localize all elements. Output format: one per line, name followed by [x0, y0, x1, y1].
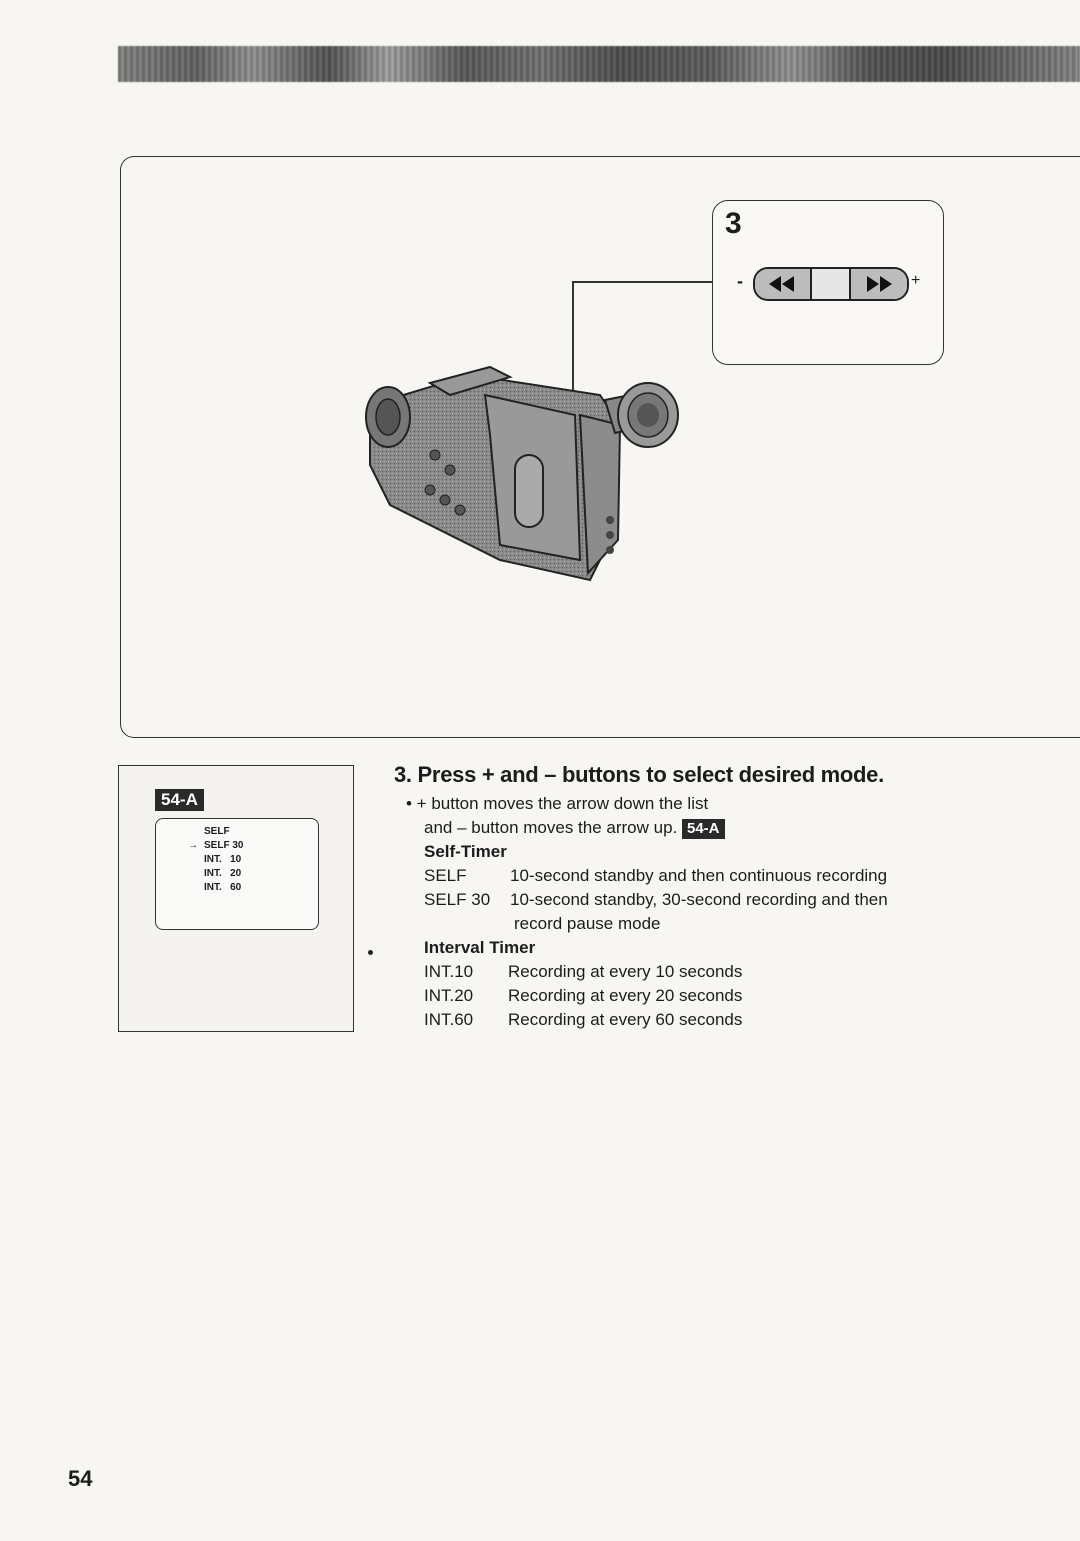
interval-timer-item: INT.60 Recording at every 60 seconds — [424, 1010, 743, 1029]
minus-rewind-button[interactable] — [755, 269, 812, 299]
fast-forward-icon — [864, 276, 894, 292]
viewfinder-screen — [155, 818, 319, 930]
header-band — [118, 46, 1080, 82]
rewind-icon — [767, 276, 797, 292]
bullet-line: • + button moves the arrow down the list — [406, 794, 709, 813]
figure-badge: 54-A — [155, 789, 204, 811]
self-timer-item: SELF 10-second standby and then continuous recording — [424, 866, 888, 885]
interval-timer-title: Interval Timer — [424, 938, 536, 957]
menu-item-self: SELF — [204, 826, 230, 837]
plus-label: + — [911, 272, 921, 289]
callout-box — [712, 200, 944, 365]
callout-leader-line — [572, 281, 712, 283]
self-timer-title: Self-Timer — [424, 842, 507, 861]
camcorder-illustration — [350, 355, 690, 590]
rew-ff-button-group — [753, 267, 909, 301]
page-number: 54 — [68, 1466, 93, 1491]
menu-item-int10: INT. 10 — [204, 854, 242, 865]
step-heading: 3. Press + and – buttons to select desired mode. — [394, 762, 884, 787]
menu-item-int20: INT. 20 — [204, 868, 242, 879]
instructions — [394, 762, 994, 1032]
selection-arrow-icon: → — [188, 840, 198, 851]
interval-timer-item: INT.20 Recording at every 20 seconds — [424, 986, 743, 1005]
callout-step-number: 3 — [725, 207, 742, 240]
menu-item-self30-selected: → SELF 30 — [188, 840, 244, 851]
plus-fast-forward-button[interactable] — [849, 269, 907, 299]
interval-timer-item: INT.10 Recording at every 10 seconds — [424, 962, 743, 981]
minus-label: - — [737, 271, 743, 291]
timer-mode-menu — [188, 825, 244, 895]
screen-display-panel — [118, 765, 354, 1032]
self-timer-item-cont: record pause mode — [514, 914, 661, 933]
bullet-line-cont: and – button moves the arrow up. 54-A — [394, 816, 994, 840]
bullet-dot — [368, 950, 373, 955]
menu-item-int60: INT. 60 — [204, 882, 242, 893]
inline-badge: 54-A — [682, 819, 725, 839]
self-timer-item: SELF 30 10-second standby, 30-second recording and then — [424, 890, 888, 909]
button-center-divider — [812, 269, 849, 299]
